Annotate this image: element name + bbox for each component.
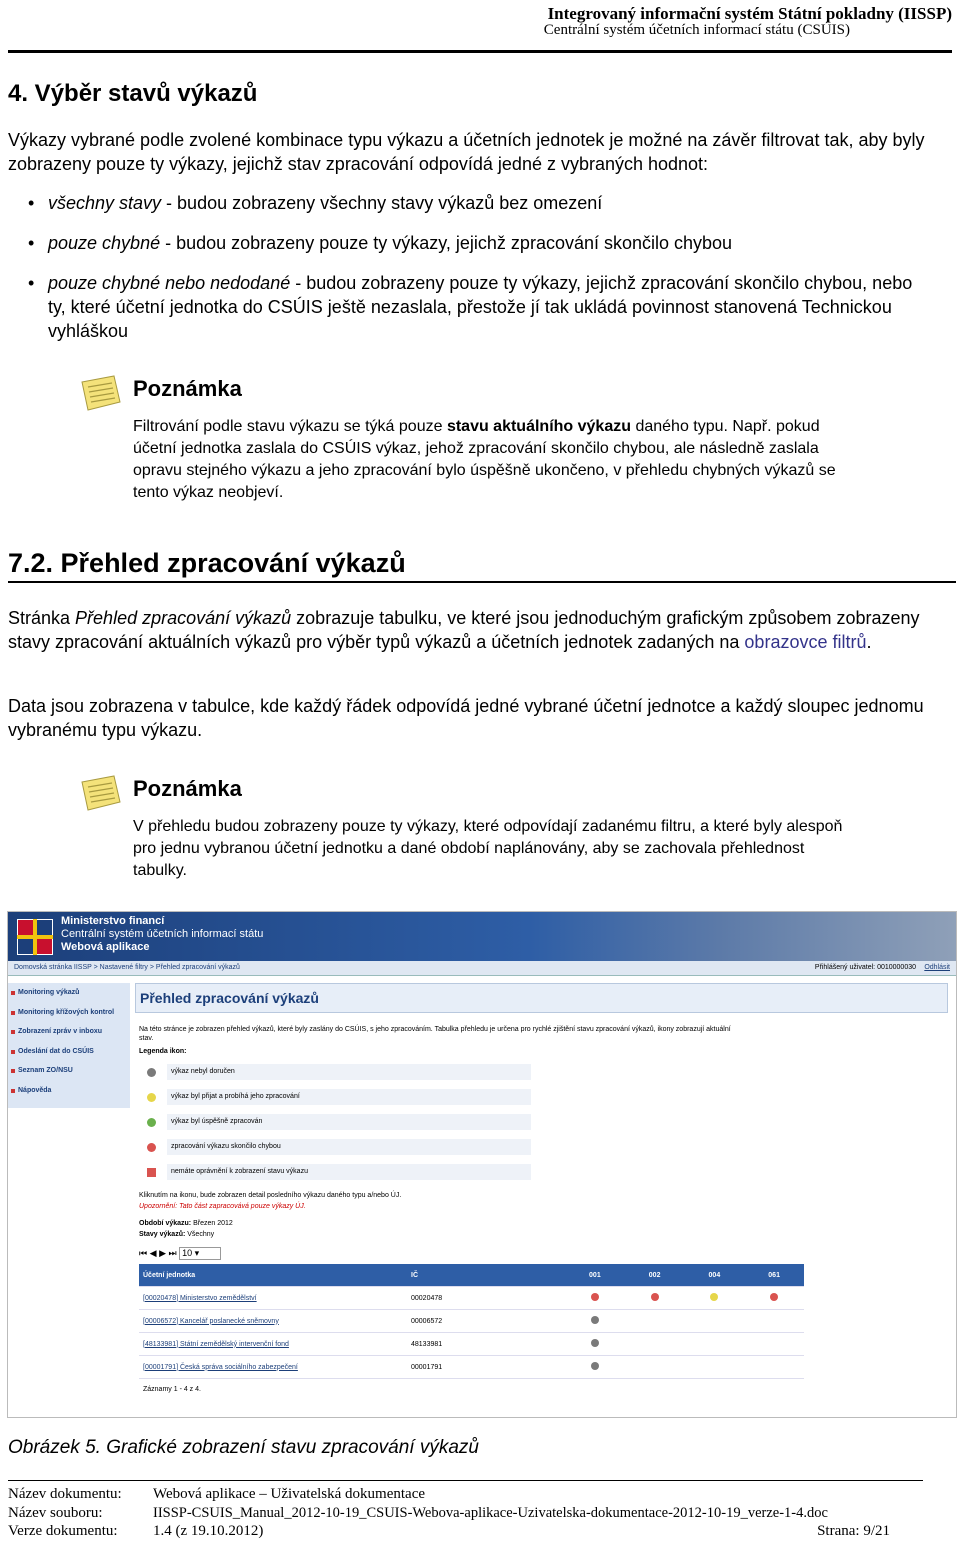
- next-page-icon[interactable]: ▶: [159, 1248, 166, 1258]
- records-count: Záznamy 1 - 4 z 4.: [143, 1386, 201, 1393]
- page-intro: Na této stránce je zobrazen přehled výkazů, které byly zaslány do CSÚIS, s jeho zpracováním. Tabulka přehledu je určena pro rychlé zjištění stavu zpracování výkazů, ikony zobrazují aktuální stav.: [139, 1026, 731, 1042]
- table-row: [139, 1287, 804, 1310]
- legend: [135, 1060, 948, 1185]
- status-row: [139, 1230, 944, 1239]
- chevron-down-icon: ▾: [194, 1248, 200, 1258]
- note-text: Filtrování podle stavu výkazu se týká pouze: [133, 418, 447, 435]
- app-banner: [8, 912, 956, 961]
- status-dot-icon: [147, 1143, 156, 1152]
- first-page-icon[interactable]: ⏮: [139, 1248, 148, 1258]
- status-dot-icon[interactable]: [651, 1293, 659, 1301]
- col-unit[interactable]: Účetní jednotka: [139, 1264, 407, 1287]
- unit-ic: 00001791: [407, 1356, 565, 1379]
- status-dot-icon[interactable]: [591, 1293, 599, 1301]
- col-004[interactable]: 004: [685, 1264, 745, 1287]
- banner-ministry: Ministerstvo financí: [61, 915, 165, 927]
- section-paragraph: [8, 606, 938, 654]
- click-hint: Kliknutím na ikonu, bude zobrazen detail posledního výkazu daného typu a/nebo ÚJ.: [139, 1192, 402, 1199]
- banner-app: Webová aplikace: [61, 941, 150, 953]
- legend-label: nemáte oprávnění k zobrazení stavu výkazu: [167, 1164, 531, 1180]
- heading-underline: [8, 581, 956, 583]
- col-061[interactable]: 061: [744, 1264, 804, 1287]
- document-header-title: Integrovaný informační systém Státní pokladny (IISSP): [547, 4, 952, 23]
- table-header-row: [139, 1264, 804, 1287]
- note-icon: [78, 374, 122, 412]
- unit-ic: 00006572: [407, 1310, 565, 1333]
- para-text: Stránka: [8, 608, 76, 628]
- per-page-value: 10: [182, 1248, 193, 1258]
- legend-label: výkaz nebyl doručen: [167, 1064, 531, 1080]
- bullet-term: pouze chybné nebo nedodané: [48, 273, 291, 293]
- status-cell[interactable]: [565, 1333, 625, 1356]
- footer-divider: [8, 1480, 923, 1481]
- status-dot-icon[interactable]: [591, 1316, 599, 1324]
- para-text: .: [866, 632, 872, 652]
- sidebar: [8, 983, 130, 1108]
- bullet-text: - budou zobrazeny všechny stavy výkazů bez omezení: [161, 193, 603, 213]
- header-divider: [8, 50, 952, 53]
- status-cell: [625, 1356, 685, 1379]
- section-heading: 7.2. Přehled zpracování výkazů: [8, 548, 406, 578]
- table-row: [139, 1333, 804, 1356]
- note-body: [133, 416, 853, 504]
- app-screenshot: [7, 911, 957, 1418]
- status-cell: [625, 1310, 685, 1333]
- sidebar-item-help[interactable]: Nápověda: [8, 1081, 130, 1101]
- footer-doc-label: Název dokumentu:: [8, 1486, 122, 1502]
- main-content: [135, 983, 948, 1400]
- footer-version-label: Verze dokumentu:: [8, 1523, 118, 1539]
- legend-row: [135, 1135, 948, 1160]
- legend-row: [135, 1060, 948, 1085]
- status-dot-icon[interactable]: [591, 1362, 599, 1370]
- bullet-dot: •: [28, 193, 35, 213]
- logout-link[interactable]: Odhlásit: [924, 964, 950, 971]
- status-dot-icon: [147, 1118, 156, 1127]
- note-title: Poznámka: [133, 376, 242, 401]
- status-cell[interactable]: [565, 1310, 625, 1333]
- status-cell[interactable]: [685, 1287, 745, 1310]
- filter-screen-link[interactable]: obrazovce filtrů: [744, 632, 867, 652]
- section-heading: 4. Výběr stavů výkazů: [8, 80, 258, 107]
- status-label: Stavy výkazů:: [139, 1231, 186, 1238]
- last-page-icon[interactable]: ⏭: [168, 1248, 177, 1258]
- status-dot-icon: [147, 1168, 156, 1177]
- period-label: Období výkazu:: [139, 1220, 192, 1227]
- period-value: Březen 2012: [193, 1220, 233, 1227]
- status-dot-icon[interactable]: [710, 1293, 718, 1301]
- sidebar-item-send-data[interactable]: Odeslání dat do CSÚIS: [8, 1042, 130, 1062]
- para-italic: Přehled zpracování výkazů: [75, 608, 292, 628]
- note-emphasis: stavu aktuálního výkazu: [446, 418, 631, 435]
- status-dot-icon: [147, 1068, 156, 1077]
- status-cell: [744, 1333, 804, 1356]
- footer-version-value: 1.4 (z 19.10.2012): [153, 1523, 264, 1539]
- table-row: [139, 1310, 804, 1333]
- status-cell: [685, 1333, 745, 1356]
- sidebar-item-cross-checks[interactable]: Monitoring křížových kontrol: [8, 1003, 130, 1023]
- note-text: Např. pokud účetní jednotka zaslala do CSÚIS výkaz, jehož zpracování skončilo chybou, ale následně zaslala opravu stejného výkazu a jeho zpracování bylo úspěšně ukončeno, v přehledu chybných výkazů se tento výkaz neobjeví.: [133, 418, 836, 501]
- footer-file-label: Název souboru:: [8, 1505, 103, 1521]
- legend-label: zpracování výkazu skončilo chybou: [167, 1139, 531, 1155]
- note-body: V přehledu budou zobrazeny pouze ty výkazy, které odpovídají zadanému filtru, a které byly alespoň pro jednu vybranou účetní jednotku a dané období naplánovány, aby se zachovala přehlednost tabulky.: [133, 818, 843, 879]
- pager: [139, 1247, 944, 1260]
- para-text: zobrazuje tabulku, ve které jsou jednoduchým grafickým způsobem zobrazeny stavy zpracování aktuálních výkazů pro výběr typů výkazů a účetních jednotek zadaných na: [8, 608, 920, 652]
- breadcrumb-bar: [8, 961, 956, 976]
- status-cell[interactable]: [565, 1287, 625, 1310]
- status-dot-icon: [147, 1093, 156, 1102]
- period-row: [139, 1219, 944, 1228]
- section-intro: Výkazy vybrané podle zvolené kombinace typu výkazu a účetních jednotek je možné na závěr filtrovat tak, aby byly zobrazeny pouze ty výkazy, jejichž stav zpracování odpovídá jedné z vybraných hodnot:: [8, 130, 925, 174]
- bullet-dot: •: [28, 233, 35, 253]
- document-header-subtitle: Centrální systém účetních informací státu (CSÚIS): [543, 22, 850, 38]
- legend-row: [135, 1160, 948, 1185]
- bullet-term: všechny stavy: [48, 193, 162, 213]
- logged-user: Přihlášený uživatel: 0010000030: [814, 964, 916, 971]
- bullet-errors-or-missing: [28, 271, 913, 341]
- footer-page-number: Strana: 9/21: [817, 1523, 890, 1539]
- note-icon: [78, 774, 122, 812]
- warning-text: Upozornění: Tato část zapracovává pouze výkazy ÚJ.: [139, 1203, 306, 1210]
- unit-link[interactable]: [48133981] Státní zemědělský intervenční fond: [139, 1333, 407, 1356]
- unit-link[interactable]: [00006572] Kancelář poslanecké sněmovny: [139, 1310, 407, 1333]
- overview-table: [139, 1264, 804, 1379]
- status-cell[interactable]: [625, 1287, 685, 1310]
- sidebar-item-zo-nsu[interactable]: Seznam ZO/NSU: [8, 1061, 130, 1081]
- state-emblem-icon: [16, 918, 54, 956]
- note-text: daného typu.: [631, 418, 728, 435]
- status-dot-icon[interactable]: [770, 1293, 778, 1301]
- bullet-text: - budou zobrazeny pouze ty výkazy, jejichž zpracování skončilo chybou: [160, 233, 733, 253]
- bullet-term: pouze chybné: [48, 233, 161, 253]
- unit-link[interactable]: [00020478] Ministerstvo zemědělství: [139, 1287, 407, 1310]
- legend-label: výkaz byl přijat a probíhá jeho zpracování: [167, 1089, 531, 1105]
- figure-caption: Obrázek 5. Grafické zobrazení stavu zpracování výkazů: [8, 1437, 479, 1458]
- legend-label: výkaz byl úspěšně zpracován: [167, 1114, 531, 1130]
- note-title: Poznámka: [133, 776, 242, 801]
- footer-doc-value: Webová aplikace – Uživatelská dokumentace: [153, 1486, 426, 1502]
- per-page-select[interactable]: [179, 1247, 221, 1260]
- bullet-all-states: [28, 191, 603, 215]
- table-row: [139, 1356, 804, 1379]
- unit-link[interactable]: [00001791] Česká správa sociálního zabezpečení: [139, 1356, 407, 1379]
- section-paragraph: Data jsou zobrazena v tabulce, kde každý řádek odpovídá jedné vybrané účetní jednotce a každý sloupec jednomu vybranému typu výkazu.: [8, 696, 924, 740]
- status-cell: [685, 1356, 745, 1379]
- bullet-text: - budou zobrazeny pouze ty výkazy, jejichž zpracování skončilo chybou, nebo ty, které účetní jednotka do CSÚIS ještě nezaslala, přestože jí tak ukládá povinnost stanovená Technickou vyhláškou: [48, 273, 913, 341]
- sidebar-item-inbox[interactable]: Zobrazení zpráv v inboxu: [8, 1022, 130, 1042]
- status-cell: [744, 1356, 804, 1379]
- footer-file-value: IISSP-CSUIS_Manual_2012-10-19_CSUIS-Webova-aplikace-Uzivatelska-dokumentace-2012-10-19_verze-1-4.doc: [153, 1505, 828, 1521]
- status-cell: [744, 1310, 804, 1333]
- col-ic[interactable]: IČ: [407, 1264, 565, 1287]
- sidebar-item-monitoring[interactable]: Monitoring výkazů: [8, 983, 130, 1003]
- col-002[interactable]: 002: [625, 1264, 685, 1287]
- legend-title: Legenda ikon:: [139, 1048, 187, 1055]
- col-001[interactable]: 001: [565, 1264, 625, 1287]
- status-dot-icon[interactable]: [591, 1339, 599, 1347]
- bullet-only-errors: [28, 231, 733, 255]
- bullet-dot: •: [28, 273, 35, 293]
- unit-ic: 00020478: [407, 1287, 565, 1310]
- status-value: Všechny: [187, 1231, 215, 1238]
- page-title: Přehled zpracování výkazů: [135, 983, 948, 1013]
- prev-page-icon[interactable]: ◀: [149, 1248, 157, 1258]
- status-cell[interactable]: [565, 1356, 625, 1379]
- status-cell[interactable]: [744, 1287, 804, 1310]
- status-cell: [625, 1333, 685, 1356]
- unit-ic: 48133981: [407, 1333, 565, 1356]
- banner-system: Centrální systém účetních informací státu: [61, 928, 264, 940]
- breadcrumb[interactable]: Domovská stránka IISSP > Nastavené filtry > Přehled zpracování výkazů: [14, 964, 240, 971]
- legend-row: [135, 1110, 948, 1135]
- status-cell: [685, 1310, 745, 1333]
- legend-row: [135, 1085, 948, 1110]
